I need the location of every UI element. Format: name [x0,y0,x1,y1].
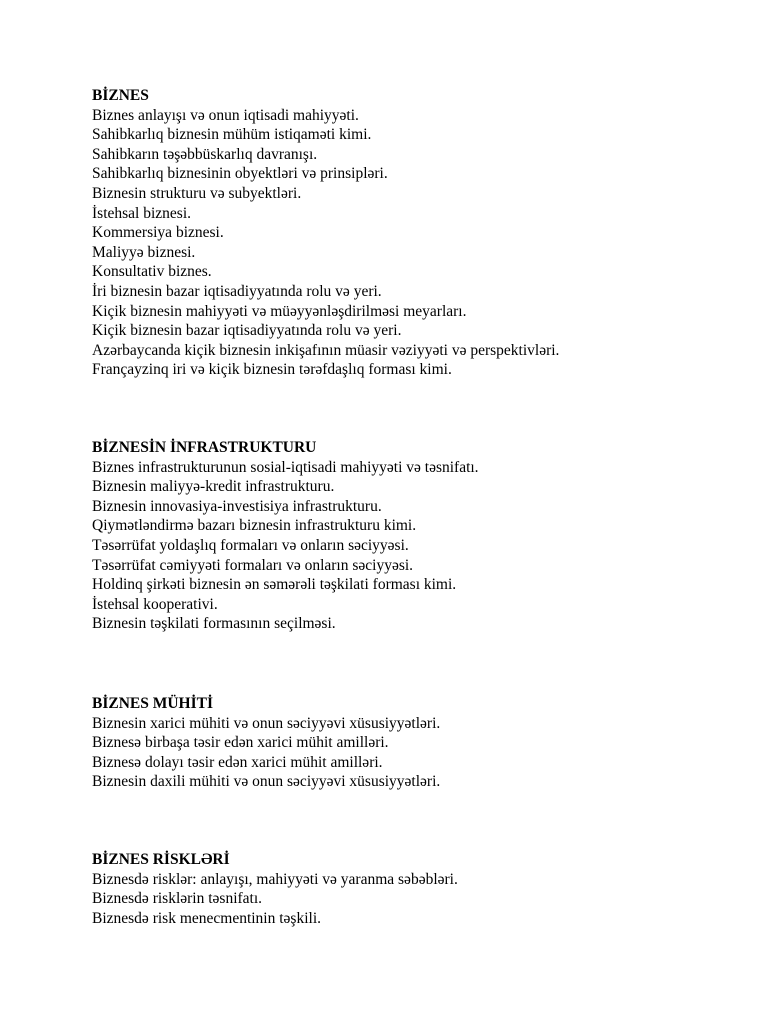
topic-line: Biznesdə risk menecmentinin təşkili. [92,909,322,927]
topic-line: Azərbaycanda kiçik biznesin inkişafının müasir vəziyyəti və perspektivləri. [92,341,560,359]
topic-line: Biznesin strukturu və subyektləri. [92,184,302,202]
section-heading: BİZNES MÜHİTİ [92,695,214,712]
topic-line: Holdinq şirkəti biznesin ən səmərəli təşkilati forması kimi. [92,576,457,594]
section-biznesin-infrastrukturu [92,438,732,634]
topic-line: Biznesin innovasiya-investisiya infrastrukturu. [92,497,382,515]
topic-line: Françayzinq iri və kiçik biznesin tərəfdaşlıq forması kimi. [92,361,452,379]
section-heading: BİZNES [92,87,149,104]
topic-line: İri biznesin bazar iqtisadiyyatında rolu və yeri. [92,282,382,300]
topic-line: Sahibkarlıq biznesin mühüm istiqaməti kimi. [92,126,372,144]
topic-line: Biznes anlayışı və onun iqtisadi mahiyyəti. [92,106,359,124]
topic-line: Biznesin daxili mühiti və onun səciyyəvi xüsusiyyətləri. [92,773,441,791]
topic-line: Konsultativ biznes. [92,263,212,281]
topic-line: İstehsal kooperativi. [92,595,218,613]
topic-line: Biznesə birbaşa təsir edən xarici mühit amilləri. [92,734,389,752]
topic-line: Təsərrüfat cəmiyyəti formaları və onların səciyyəsi. [92,556,414,574]
topic-line: Kiçik biznesin bazar iqtisadiyyatında rolu və yeri. [92,322,402,340]
topic-line: Biznesə dolayı təsir edən xarici mühit amilləri. [92,753,383,771]
topic-line: Biznes infrastrukturunun sosial-iqtisadi mahiyyəti və təsnifatı. [92,458,479,476]
topic-line: Kiçik biznesin mahiyyəti və müəyyənləşdirilməsi meyarları. [92,302,467,320]
topic-line: Maliyyə biznesi. [92,243,196,261]
topic-line: Sahibkarın təşəbbüskarlıq davranışı. [92,145,318,163]
topic-line: Kommersiya biznesi. [92,224,224,242]
section-heading: BİZNESİN İNFRASTRUKTURU [92,439,317,456]
section-biznes [92,86,732,380]
topic-line: Biznesdə risklər: anlayışı, mahiyyəti və yaranma səbəbləri. [92,870,458,888]
section-biznes-riskleri [92,850,732,928]
topic-line: Biznesin təşkilati formasının seçilməsi. [92,615,336,633]
topic-line: Biznesin maliyyə-kredit infrastrukturu. [92,478,335,496]
topic-line: Biznesin xarici mühiti və onun səciyyəvi xüsusiyyətləri. [92,714,441,732]
section-biznes-muhiti [92,694,732,792]
topic-line: Biznesdə risklərin təsnifatı. [92,890,263,908]
topic-line: Təsərrüfat yoldaşlıq formaları və onların səciyyəsi. [92,536,409,554]
topic-line: Qiymətləndirmə bazarı biznesin infrastrukturu kimi. [92,517,417,535]
topic-line: İstehsal biznesi. [92,204,192,222]
section-heading: BİZNES RİSKLƏRİ [92,851,230,868]
topic-line: Sahibkarlıq biznesinin obyektləri və prinsipləri. [92,165,388,183]
